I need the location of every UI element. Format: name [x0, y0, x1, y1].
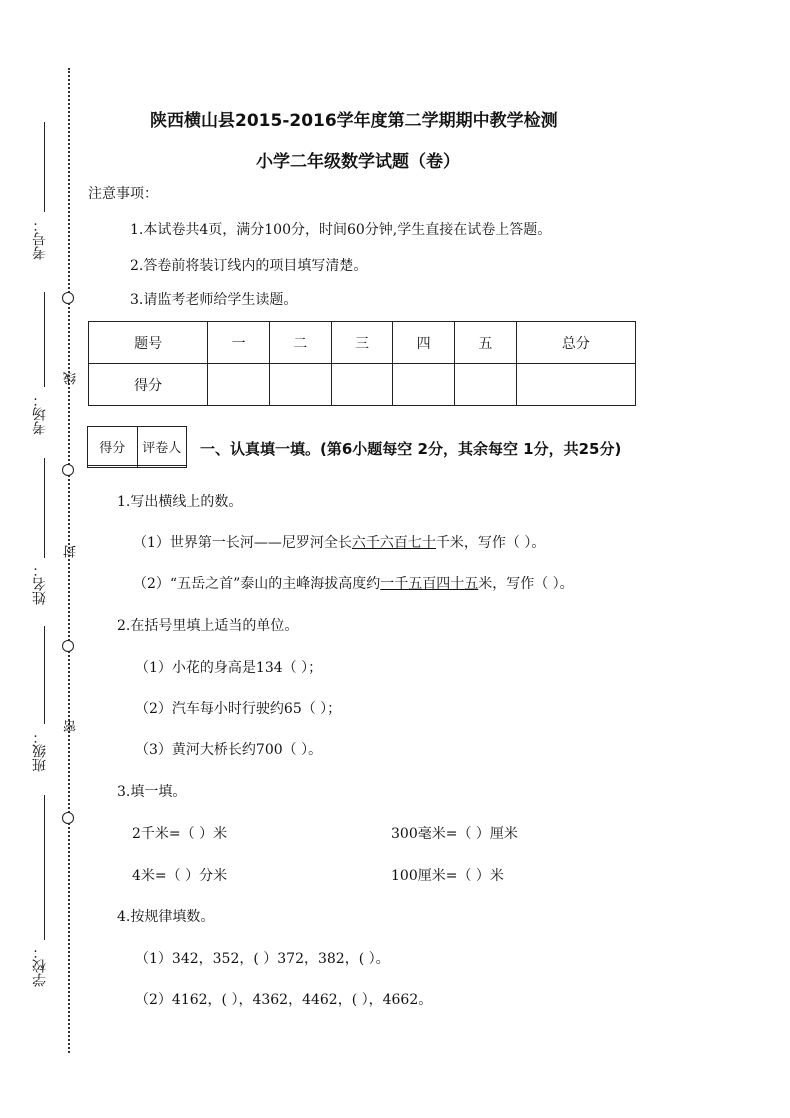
binding-hole	[62, 812, 74, 824]
score-table-header-row	[89, 322, 636, 364]
score-cell[interactable]	[393, 364, 455, 406]
score-header-cell: 二	[269, 322, 331, 364]
page-title: 陕西横山县2015-2016学年度第二学期期中教学检测	[150, 111, 558, 131]
field-exam-number-label: 考号：	[32, 218, 48, 260]
score-header-cell: 三	[331, 322, 393, 364]
field-exam-room-label: 考场：	[32, 393, 48, 435]
question-label: 2.在括号里填上适当的单位。	[117, 618, 299, 634]
question-item: （1）342，352，( ）372，382，( ）。	[135, 951, 390, 967]
notice-item: 3.请监考老师给学生读题。	[130, 292, 298, 308]
score-cell[interactable]	[455, 364, 517, 406]
underlined-number-text: 一千五百四十五	[380, 576, 479, 592]
field-exam-number-line[interactable]	[44, 122, 45, 212]
notice-item: 1.本试卷共4页，满分100分，时间60分钟,学生直接在试卷上答题。	[130, 222, 552, 238]
question-item: （1）小花的身高是134（ ）；	[135, 660, 323, 676]
field-school-label: 学校：	[32, 945, 48, 987]
binding-hole	[62, 464, 74, 476]
question-item	[133, 532, 545, 552]
question-item: （2）汽车每小时行驶约65（ ）；	[135, 701, 342, 717]
score-cell[interactable]	[269, 364, 331, 406]
question-text: 千米，写作（ ）。	[435, 535, 546, 551]
binding-mark-xian: 线	[64, 372, 79, 385]
underlined-number-text: 六千六百七十	[351, 535, 436, 551]
score-row-label: 得分	[89, 364, 208, 406]
field-class-label: 班级：	[32, 730, 48, 772]
question-text: 米，写作（ ）。	[478, 576, 574, 592]
field-name-line[interactable]	[44, 458, 45, 558]
question-label: 1.写出横线上的数。	[117, 494, 243, 510]
score-cell[interactable]	[331, 364, 393, 406]
section-grader-cell[interactable]	[137, 466, 187, 468]
field-school-line[interactable]	[44, 795, 45, 940]
question-label: 3.填一填。	[117, 784, 187, 800]
score-cell[interactable]	[516, 364, 635, 406]
question-item: 2千米=（ ）米	[132, 826, 228, 842]
binding-hole	[62, 292, 74, 304]
score-header-cell: 四	[393, 322, 455, 364]
score-cell[interactable]	[208, 364, 270, 406]
question-item: 300毫米=（ ）厘米	[391, 826, 518, 842]
binding-mark-mi: 密	[64, 720, 79, 733]
question-item: （3）黄河大桥长约700（ ）。	[135, 742, 323, 758]
section-score-box	[87, 426, 187, 468]
question-text: （1）世界第一长河——尼罗河全长	[133, 535, 352, 551]
binding-dotted-line	[68, 68, 70, 1053]
field-class-line[interactable]	[44, 626, 45, 724]
question-label: 4.按规律填数。	[117, 909, 215, 925]
question-item: 4米=（ ）分米	[132, 868, 228, 884]
question-item	[133, 573, 574, 593]
section-heading: 一、认真填一填。(第6小题每空 2分，其余每空 1分，共25分)	[200, 440, 622, 458]
question-item: （2）4162，( ），4362，4462，( ），4662。	[135, 992, 433, 1008]
section-score-label: 得分	[88, 427, 138, 466]
page-subtitle: 小学二年级数学试题（卷）	[256, 152, 460, 172]
section-score-cell[interactable]	[88, 466, 138, 468]
field-name-label: 姓名：	[32, 563, 48, 605]
notice-heading: 注意事项：	[88, 186, 158, 202]
question-text: （2）“五岳之首”泰山的主峰海拔高度约	[133, 576, 381, 592]
binding-hole	[62, 640, 74, 652]
score-table	[88, 321, 636, 406]
question-item: 100厘米=（ ）米	[391, 868, 504, 884]
score-table-score-row	[89, 364, 636, 406]
notice-item: 2.答卷前将装订线内的项目填写清楚。	[130, 258, 368, 274]
score-header-cell: 一	[208, 322, 270, 364]
binding-mark-feng: 封	[64, 545, 79, 558]
field-exam-room-line[interactable]	[44, 292, 45, 387]
score-header-cell: 总分	[516, 322, 635, 364]
score-header-cell: 题号	[89, 322, 208, 364]
score-header-cell: 五	[455, 322, 517, 364]
section-grader-label: 评卷人	[137, 427, 187, 466]
